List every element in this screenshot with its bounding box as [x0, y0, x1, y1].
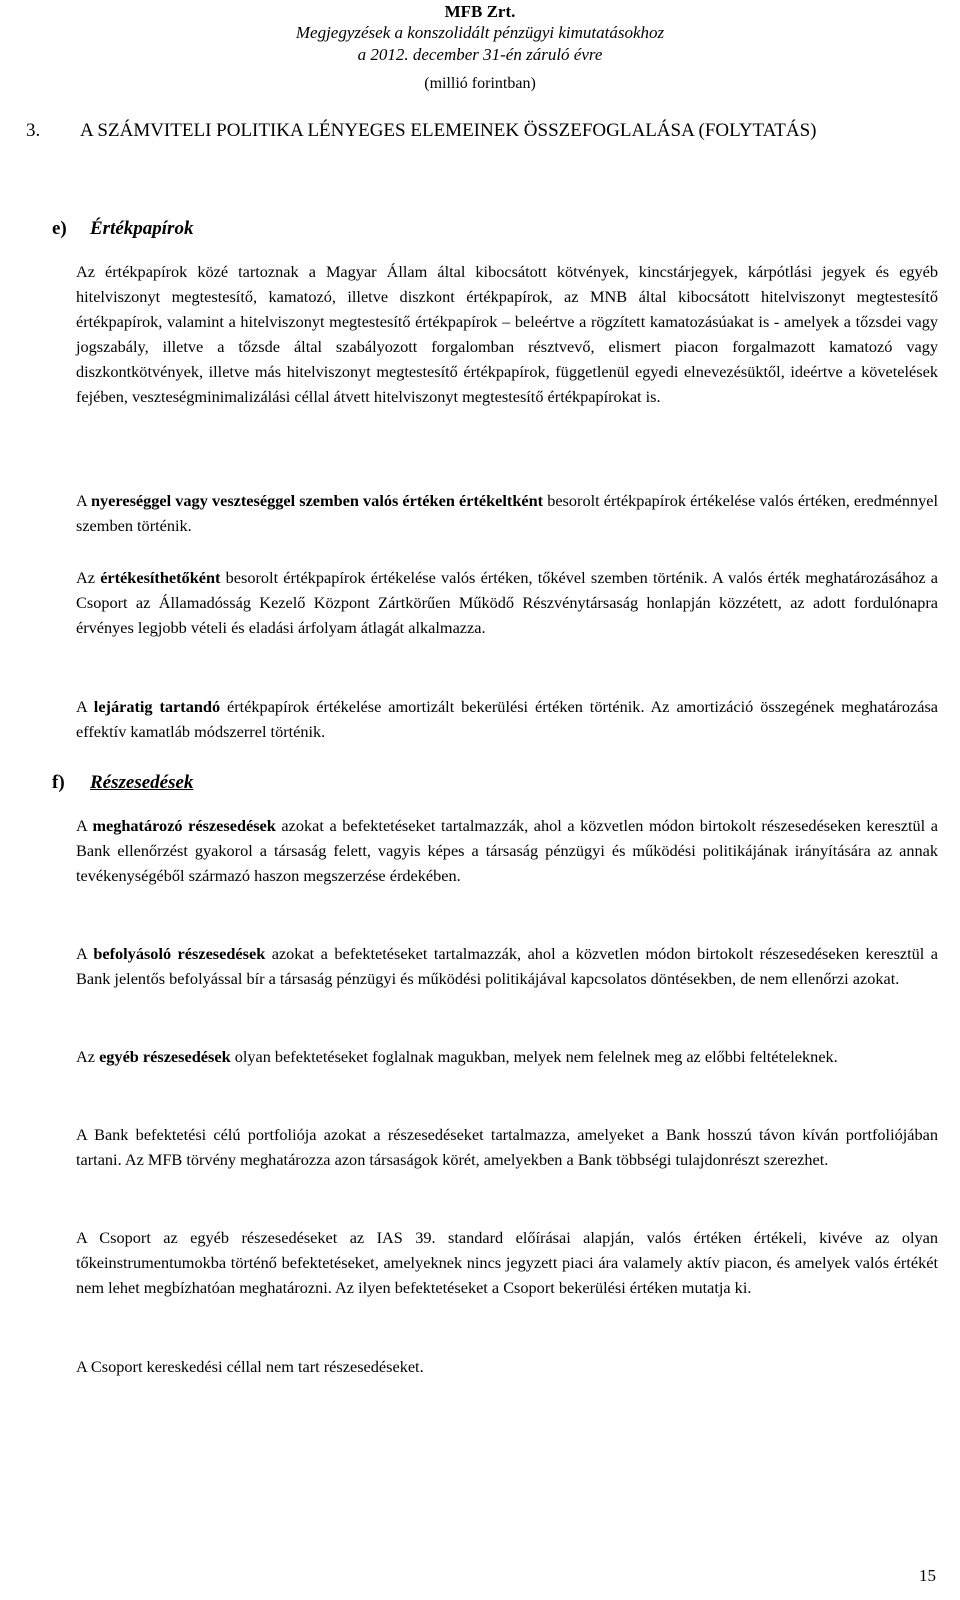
bold-term: értékesíthetőként — [100, 568, 221, 587]
text-run: olyan befektetéseket foglalnak magukban, melyek nem felelnek meg az előbbi feltételeknek. — [230, 1047, 838, 1066]
text-run: Az — [76, 1047, 100, 1066]
section-title: A SZÁMVITELI POLITIKA LÉNYEGES ELEMEINEK ÖSSZEFOGLALÁSA (FOLYTATÁS) — [80, 120, 817, 141]
bold-term: meghatározó részesedések — [92, 816, 276, 835]
subsection-f-letter: f) — [52, 772, 65, 793]
bold-term: egyéb részesedések — [99, 1047, 231, 1066]
bold-term: befolyásoló részesedések — [93, 944, 266, 963]
paragraph-e-3 — [76, 565, 938, 640]
text-run: besorolt értékpapírok értékelése valós értéken, eredménnyel szemben történik. — [76, 491, 938, 535]
text-run: A — [76, 491, 91, 510]
paragraph-f-6: A Csoport kereskedési céllal nem tart részesedéseket. — [76, 1357, 424, 1376]
paragraph-e-4 — [76, 694, 938, 744]
text-run: Az — [76, 568, 101, 587]
header-period: a 2012. december 31-én záruló évre — [357, 45, 603, 64]
company-name: MFB Zrt. — [444, 2, 516, 21]
paragraph-f-2 — [76, 941, 938, 991]
subsection-f-title: Részesedések — [90, 772, 194, 793]
text-run: A — [76, 697, 94, 716]
text-run: értékpapírok értékelése amortizált bekerülési értéken történik. Az amortizáció összegének meghatározása effektív kamatláb módszerrel történik. — [76, 697, 939, 741]
header-subtitle: Megjegyzések a konszolidált pénzügyi kimutatásokhoz — [295, 23, 665, 42]
text-run: azokat a befektetéseket tartalmazzák, ahol a közvetlen módon birtokolt részesedéseken keresztül a Bank ellenőrzést gyakorol a társaság felett, vagyis képes a társaság pénzügyi és működési politikájának irányítására az annak tevékenységéből származó haszon megszerzése érdekében. — [76, 816, 938, 885]
subsection-e-title: Értékpapírok — [90, 218, 194, 239]
paragraph-f-1 — [76, 813, 938, 888]
bold-term: lejáratig tartandó — [93, 697, 221, 716]
text-run: besorolt értékpapírok értékelése valós értéken, tőkével szemben történik. A valós érték meghatározásához a Csoport az Államadósság Kezelő Központ Zártkörűen Működő Részvénytársaság honlapján közzétett, az adott fordulónapra érvényes legjobb vételi és eladási árfolyam átlagát alkalmazza. — [76, 568, 938, 637]
section-number: 3. — [26, 120, 41, 141]
paragraph-f-4: A Bank befektetési célú portfoliója azokat a részesedéseket tartalmazza, amelyeket a Bank hosszú távon kíván portfoliójában tartani. Az MFB törvény meghatározza azon társaságok körét, amelyekben a Bank többségi tulajdonrészt szerezhet. — [76, 1125, 938, 1169]
paragraph-e-2 — [76, 488, 938, 538]
bold-term: nyereséggel vagy veszteséggel szemben valós értéken értékeltként — [90, 491, 544, 510]
subsection-f-heading — [52, 772, 193, 794]
header-unit: (millió forintban) — [424, 75, 536, 92]
paragraph-f-3 — [76, 1044, 938, 1069]
text-run: A — [76, 816, 93, 835]
section-heading — [26, 118, 940, 144]
paragraph-f-5: A Csoport az egyéb részesedéseket az IAS 39. standard előírásai alapján, valós értéken értékeli, kivéve az olyan tőkeinstrumentumokba történő befektetéseket, amelyeknek nincs jegyzett piaci ára valamely aktív piacon, és amelyek valós értékét nem lehet megbízhatóan meghatározni. Az ilyen befektetéseket a Csoport bekerülési értéken mutatja ki. — [76, 1228, 938, 1297]
text-run: A — [76, 944, 94, 963]
subsection-e-heading — [52, 218, 193, 240]
text-run: azokat a befektetéseket tartalmazzák, ahol a közvetlen módon birtokolt részesedéseken keresztül a Bank jelentős befolyással bír a társaság pénzügyi és működési politikájával kapcsolatos döntésekben, de nem ellenőrzi azokat. — [76, 944, 938, 988]
page-header — [0, 2, 960, 94]
page-number: 15 — [919, 1566, 936, 1585]
paragraph-e-1: Az értékpapírok közé tartoznak a Magyar Állam által kibocsátott kötvények, kincstárjegyek, kárpótlási jegyek és egyéb hitelviszonyt megtestesítő, kamatozó, illetve diszkont értékpapírok, az MNB által kibocsátott hitelviszonyt megtestesítő értékpapírok, valamint a hitelviszonyt megtestesítő értékpapírok – beleértve a rögzített kamatozásúakat is - amelyek a tőzsdei vagy jogszabály, illetve a tőzsde által szabályozott forgalomban résztvevő, elismert piacon forgalmazott kamatozó vagy diszkontkötvények, illetve más hitelviszonyt megtestesítő értékpapírok, függetlenül egyedi elnevezésüktől, ideértve a követelések fejében, veszteségminimalizálási céllal átvett hitelviszonyt megtestesítő értékpapírokat is. — [76, 262, 938, 406]
subsection-e-letter: e) — [52, 218, 67, 239]
